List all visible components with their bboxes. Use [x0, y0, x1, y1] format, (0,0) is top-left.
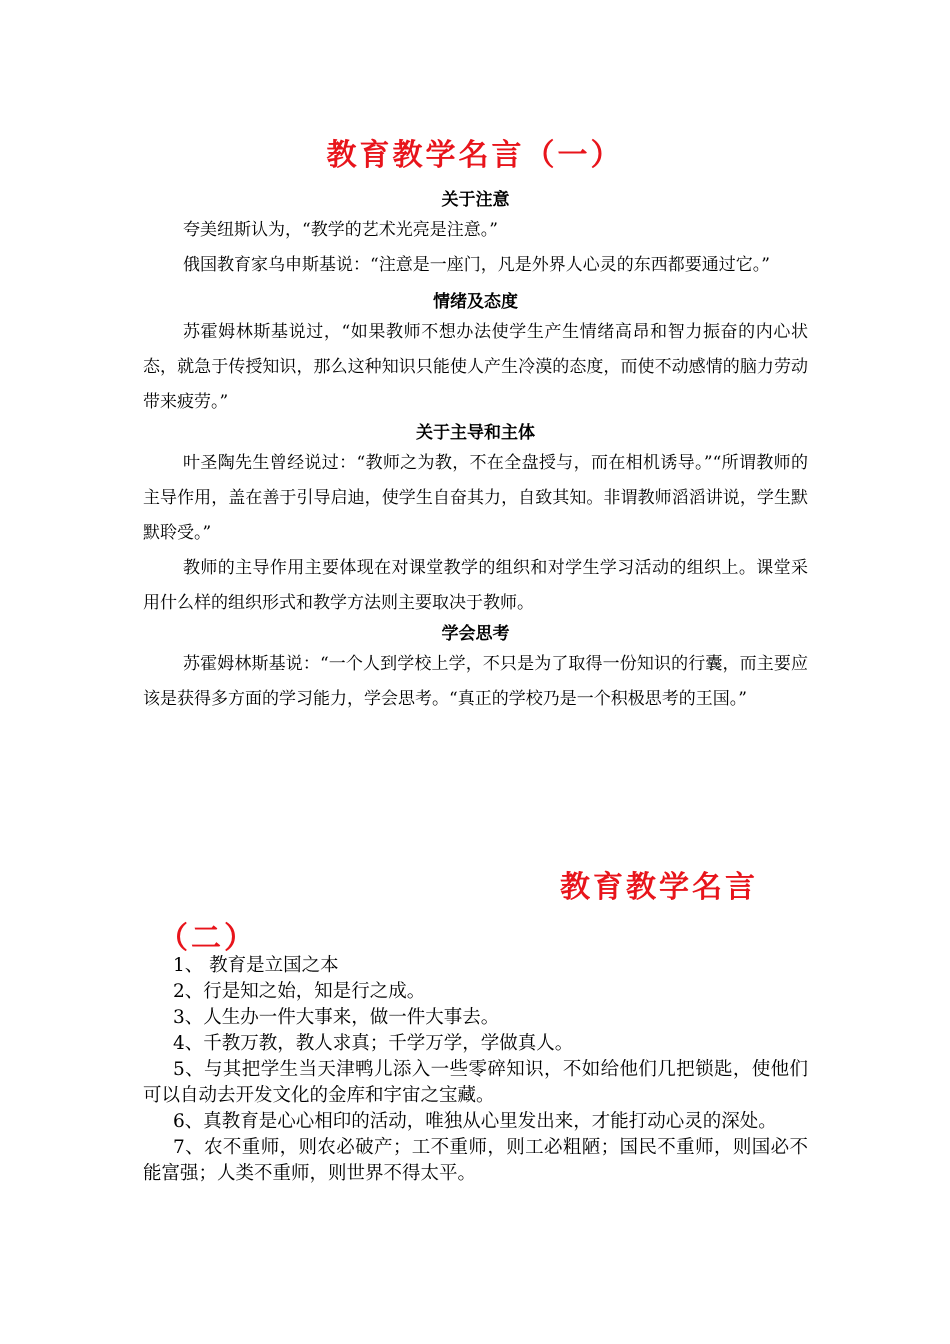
page-title-2-suffix: （二）: [158, 921, 257, 956]
quote-paragraph: 苏霍姆林斯基说过，“如果教师不想办法使学生产生情绪高昂和智力振奋的内心状态，就急于传授知识，那么这种知识只能使人产生冷漠的态度，而使不动感情的脑力劳动带来疲劳。”: [143, 322, 808, 412]
section-heading: 学会思考: [441, 624, 510, 644]
quotes-list: [143, 953, 808, 1187]
quote-paragraph: 俄国教育家乌申斯基说：“注意是一座门，凡是外界人心灵的东西都要通过它。”: [183, 255, 770, 275]
quote-paragraph: 叶圣陶先生曾经说过：“教师之为教，不在全盘授与，而在相机诱导。”“所谓教师的主导作用，盖在善于引导启迪，使学生自奋其力，自致其知。非谓教师滔滔讲说，学生默默聆受。”: [143, 453, 808, 543]
list-item: 5、与其把学生当天津鸭儿添入一些零碎知识，不如给他们几把锁匙，使他们可以自动去开发文化的金库和宇宙之宝藏。: [143, 1059, 808, 1106]
quotes-section-1: [143, 187, 808, 717]
list-item: 1、 教育是立国之本: [173, 955, 339, 976]
list-item: 4、千教万教，教人求真；千学万学，学做真人。: [173, 1033, 574, 1054]
page-title-2: 教育教学名言: [560, 870, 758, 905]
section-heading: 关于注意: [441, 190, 510, 210]
quote-paragraph: 教师的主导作用主要体现在对课堂教学的组织和对学生学习活动的组织上。课堂采用什么样的组织形式和教学方法则主要取决于教师。: [143, 558, 808, 613]
list-item: 2、行是知之始，知是行之成。: [173, 981, 426, 1002]
page-title-1: 教育教学名言（一）: [326, 138, 624, 173]
section-heading: 关于主导和主体: [416, 423, 535, 443]
section-heading: 情绪及态度: [433, 292, 518, 312]
list-item: 3、人生办一件大事来，做一件大事去。: [173, 1007, 500, 1028]
list-item: 7、农不重师，则农必破产；工不重师，则工必粗陋；国民不重师，则国必不能富强；人类不重师，则世界不得太平。: [143, 1137, 808, 1184]
quote-paragraph: 苏霍姆林斯基说：“一个人到学校上学，不只是为了取得一份知识的行囊，而主要应该是获得多方面的学习能力，学会思考。“真正的学校乃是一个积极思考的王国。”: [143, 654, 808, 709]
list-item: 6、真教育是心心相印的活动，唯独从心里发出来，才能打动心灵的深处。: [173, 1111, 777, 1132]
quote-paragraph: 夸美纽斯认为，“教学的艺术光亮是注意。”: [183, 220, 498, 240]
